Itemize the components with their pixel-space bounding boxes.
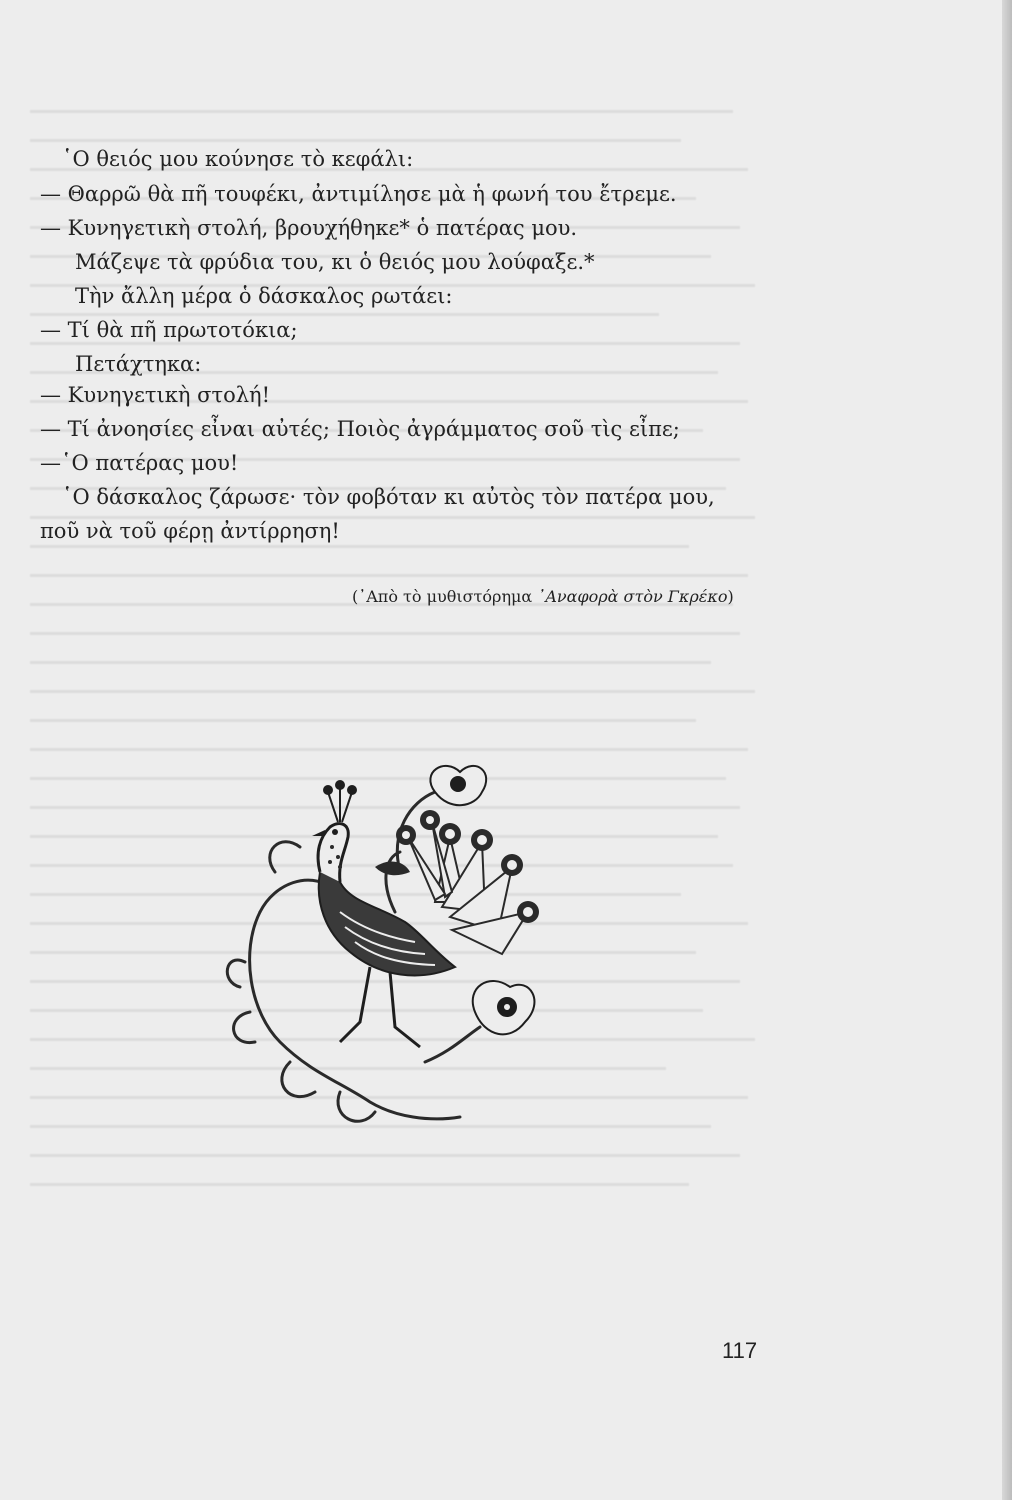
text-line: ῾Ο δάσκαλος ζάρωσε· τὸν φοβόταν κι αὐτὸς τὸν πατέρα μου, [62,485,715,509]
page-number: 117 [722,1338,758,1363]
text-line: — Κυνηγετικὴ στολή! [40,383,271,407]
text-line: — Τί θὰ πῆ πρωτοτόκια; [40,318,298,342]
source-suffix: ) [727,587,734,606]
text-line: — Τί ἀνοησίες εἶναι αὐτές; Ποιὸς ἀγράμματος σοῦ τὶς εἶπε; [40,417,680,441]
text-line: Πετάχτηκα: [75,352,202,376]
source-title: ᾿Αναφορὰ στὸν Γκρέκο [537,587,728,606]
page-edge-shadow [1002,0,1012,1500]
source-prefix: (᾿Απὸ τὸ μυθιστόρημα [352,587,538,606]
text-line: ποῦ νὰ τοῦ φέρῃ ἀντίρρηση! [40,519,340,543]
text-line: — Θαρρῶ θὰ πῆ τουφέκι, ἀντιμίλησε μὰ ἡ φωνή του ἔτρεμε. [40,182,677,206]
text-line: Μάζεψε τὰ φρύδια του, κι ὁ θειός μου λούφαξε.* [75,250,595,274]
peacock-illustration [220,762,550,1142]
text-line: —῾Ο πατέρας μου! [40,451,239,475]
text-line: Τὴν ἄλλη μέρα ὁ δάσκαλος ρωτάει: [75,284,453,308]
text-line: ῾Ο θειός μου κούνησε τὸ κεφάλι: [62,147,414,171]
text-line: — Κυνηγετικὴ στολή, βρουχήθηκε* ὁ πατέρας μου. [40,216,578,240]
source-citation [352,587,734,606]
